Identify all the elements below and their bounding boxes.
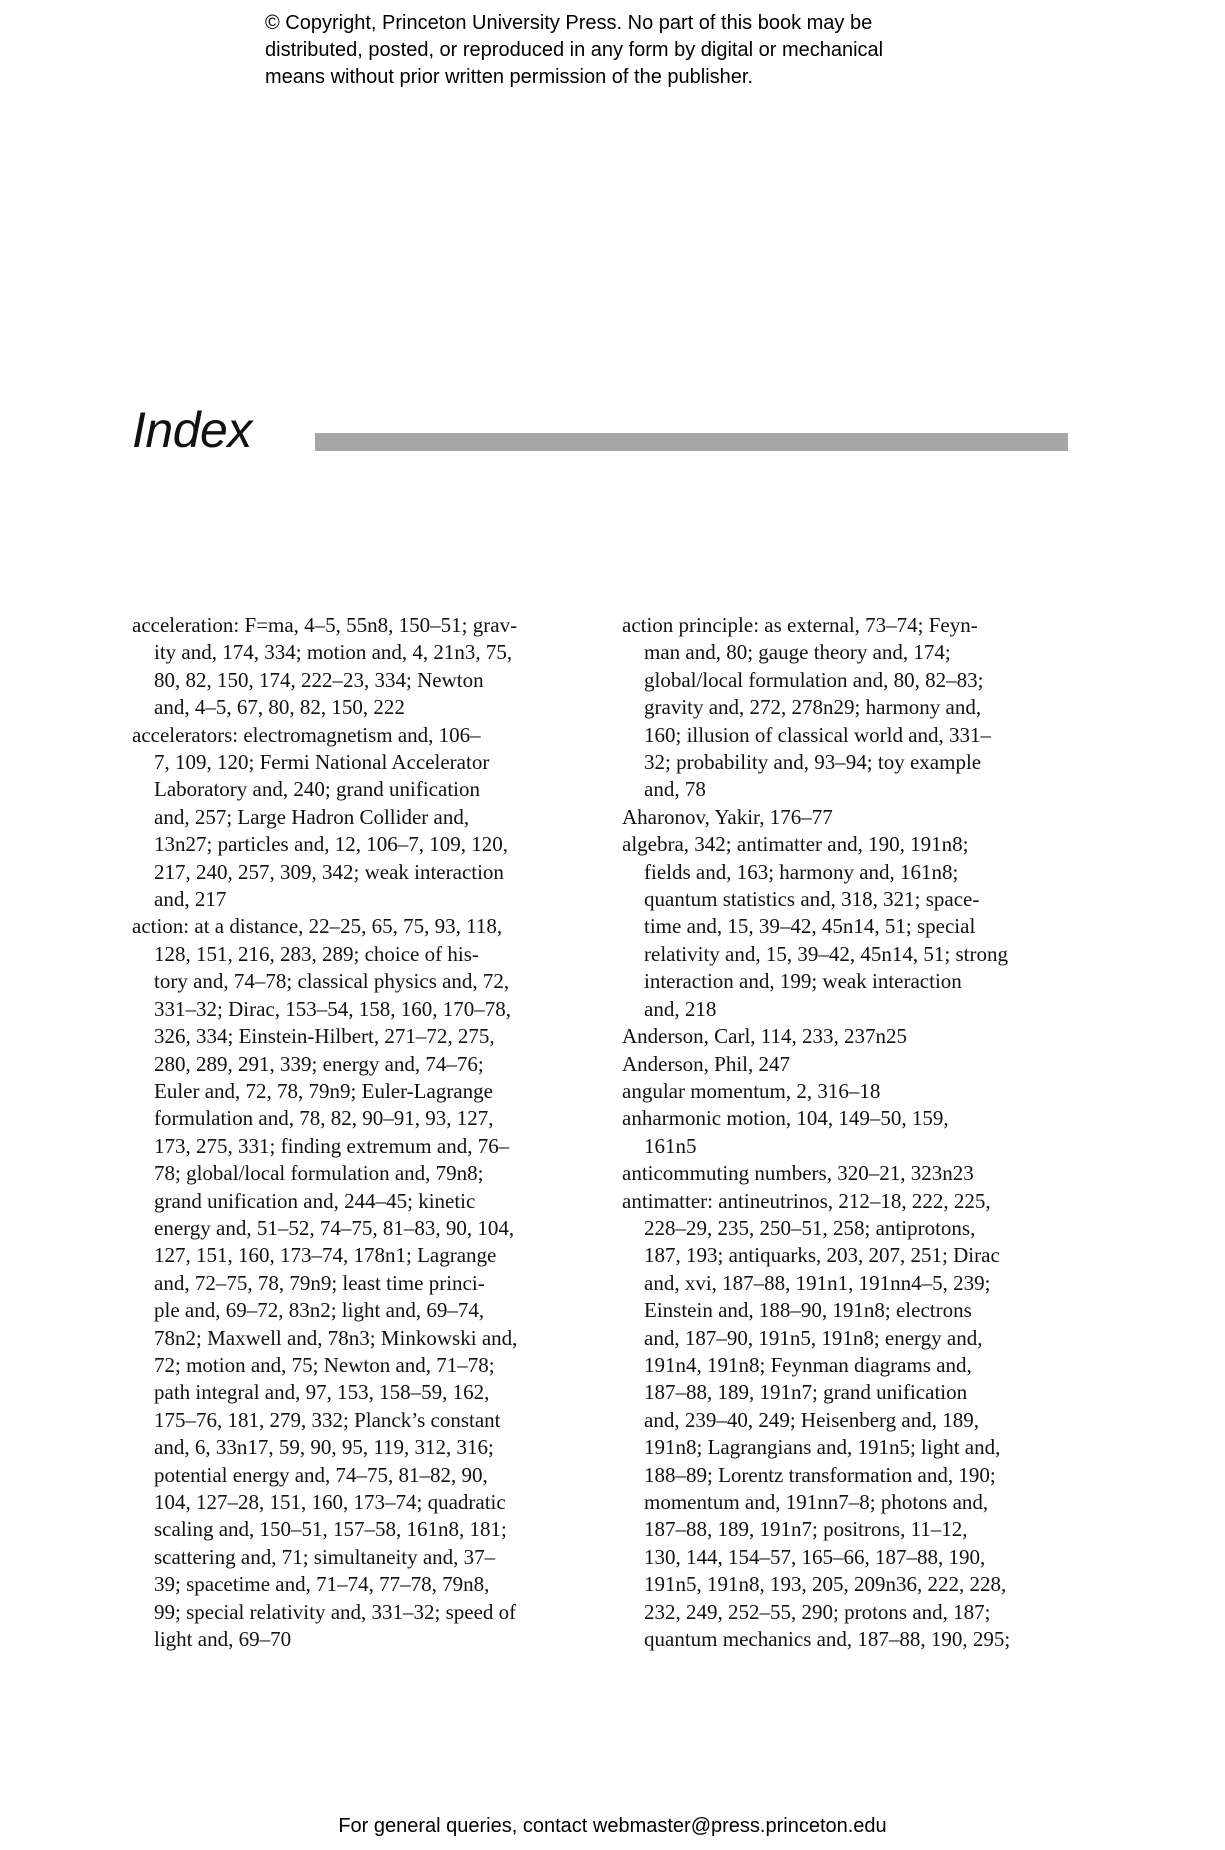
copyright-line: means without prior written permission of the publisher. xyxy=(265,66,754,88)
index-entry-continuation: relativity and, 15, 39–42, 45n14, 51; strong xyxy=(644,941,1008,966)
index-entry-continuation: grand unification and, 244–45; kinetic xyxy=(154,1188,476,1213)
index-entry-continuation: potential energy and, 74–75, 81–82, 90, xyxy=(154,1462,488,1487)
index-entry-continuation: formulation and, 78, 82, 90–91, 93, 127, xyxy=(154,1106,494,1131)
index-entry-continuation: and, 239–40, 249; Heisenberg and, 189, xyxy=(644,1407,979,1432)
index-entry-continuation: 78; global/local formulation and, 79n8; xyxy=(154,1161,484,1186)
index-column-left xyxy=(132,612,572,1653)
index-entry: acceleration: F=ma, 4–5, 55n8, 150–51; grav- xyxy=(132,613,518,637)
index-entry-continuation: 128, 151, 216, 283, 289; choice of his- xyxy=(154,941,479,966)
index-entry-continuation: ity and, 174, 334; motion and, 4, 21n3, 75, xyxy=(154,640,513,665)
index-entry: accelerators: electromagnetism and, 106– xyxy=(132,722,481,747)
index-entry-continuation: 130, 144, 154–57, 165–66, 187–88, 190, xyxy=(644,1544,986,1569)
index-entry-continuation: light and, 69–70 xyxy=(154,1627,292,1652)
index-entry-continuation: 80, 82, 150, 174, 222–23, 334; Newton xyxy=(154,667,484,692)
index-entry: angular momentum, 2, 316–18 xyxy=(622,1078,881,1103)
index-entry: action principle: as external, 73–74; Feyn- xyxy=(622,613,978,637)
index-entry-continuation: momentum and, 191nn7–8; photons and, xyxy=(644,1490,989,1514)
index-entry-continuation: 7, 109, 120; Fermi National Accelerator xyxy=(154,750,490,775)
index-entry-continuation: and, 218 xyxy=(644,996,717,1021)
index-entry-continuation: 72; motion and, 75; Newton and, 71–78; xyxy=(154,1352,495,1377)
index-entry-continuation: fields and, 163; harmony and, 161n8; xyxy=(644,859,959,884)
index-entry-continuation: scaling and, 150–51, 157–58, 161n8, 181; xyxy=(154,1517,507,1542)
index-entry-continuation: quantum mechanics and, 187–88, 190, 295; xyxy=(644,1627,1011,1652)
index-entry-continuation: and, 6, 33n17, 59, 90, 95, 119, 312, 316; xyxy=(154,1435,494,1460)
index-column-right xyxy=(622,612,1072,1653)
index-entry-continuation: quantum statistics and, 318, 321; space- xyxy=(644,887,980,912)
index-entry-continuation: man and, 80; gauge theory and, 174; xyxy=(644,640,951,665)
index-entry-continuation: 187, 193; antiquarks, 203, 207, 251; Dirac xyxy=(644,1243,1000,1268)
index-entry-continuation: 232, 249, 252–55, 290; protons and, 187; xyxy=(644,1599,991,1624)
index-entry-continuation: 187–88, 189, 191n7; grand unification xyxy=(644,1380,968,1405)
index-entry-continuation: and, 187–90, 191n5, 191n8; energy and, xyxy=(644,1325,983,1350)
index-entry-continuation: 187–88, 189, 191n7; positrons, 11–12, xyxy=(644,1517,968,1542)
index-entry-continuation: and, 257; Large Hadron Collider and, xyxy=(154,804,470,829)
index-entry-continuation: 188–89; Lorentz transformation and, 190; xyxy=(644,1462,996,1487)
index-entry: anharmonic motion, 104, 149–50, 159, xyxy=(622,1106,949,1131)
index-entry-continuation: 99; special relativity and, 331–32; speed of xyxy=(154,1599,517,1624)
index-entry-continuation: 175–76, 181, 279, 332; Planck’s constant xyxy=(154,1407,501,1432)
index-entry: antimatter: antineutrinos, 212–18, 222, 225, xyxy=(622,1188,991,1213)
index-entry-continuation: 191n8; Lagrangians and, 191n5; light and, xyxy=(644,1435,1001,1460)
index-entry-continuation: 127, 151, 160, 173–74, 178n1; Lagrange xyxy=(154,1243,497,1268)
index-entry-continuation: Euler and, 72, 78, 79n9; Euler-Lagrange xyxy=(154,1078,493,1103)
index-entry-continuation: and, 72–75, 78, 79n9; least time princi- xyxy=(154,1270,485,1295)
index-entry-continuation: time and, 15, 39–42, 45n14, 51; special xyxy=(644,914,976,939)
copyright-notice xyxy=(265,10,985,91)
index-entry-continuation: and, 4–5, 67, 80, 82, 150, 222 xyxy=(154,695,405,720)
index-entry: anticommuting numbers, 320–21, 323n23 xyxy=(622,1161,974,1186)
index-entry: Anderson, Carl, 114, 233, 237n25 xyxy=(622,1024,908,1049)
index-entry-continuation: ple and, 69–72, 83n2; light and, 69–74, xyxy=(154,1298,485,1323)
index-entry-continuation: path integral and, 97, 153, 158–59, 162, xyxy=(154,1380,490,1405)
index-entry-continuation: 13n27; particles and, 12, 106–7, 109, 120, xyxy=(154,832,509,857)
index-entry-continuation: 228–29, 235, 250–51, 258; antiprotons, xyxy=(644,1215,976,1240)
index-entry: algebra, 342; antimatter and, 190, 191n8; xyxy=(622,832,969,857)
index-entry-continuation: 173, 275, 331; finding extremum and, 76– xyxy=(154,1133,510,1158)
index-entry: action: at a distance, 22–25, 65, 75, 93, 118, xyxy=(132,914,503,939)
index-entry-continuation: 217, 240, 257, 309, 342; weak interaction xyxy=(154,859,504,884)
index-entry-continuation: gravity and, 272, 278n29; harmony and, xyxy=(644,695,982,720)
index-entry-continuation: and, 217 xyxy=(154,887,227,912)
copyright-line: © Copyright, Princeton University Press. No part of this book may be xyxy=(265,12,873,34)
index-entry-continuation: 32; probability and, 93–94; toy example xyxy=(644,750,982,775)
index-entry-continuation: 280, 289, 291, 339; energy and, 74–76; xyxy=(154,1051,484,1076)
copyright-line: distributed, posted, or reproduced in any form by digital or mechanical xyxy=(265,39,884,61)
index-entry-continuation: 104, 127–28, 151, 160, 173–74; quadratic xyxy=(154,1490,506,1514)
index-entry-continuation: 78n2; Maxwell and, 78n3; Minkowski and, xyxy=(154,1325,518,1350)
index-entry-continuation: 326, 334; Einstein-Hilbert, 271–72, 275, xyxy=(154,1024,495,1049)
index-entry-continuation: 331–32; Dirac, 153–54, 158, 160, 170–78, xyxy=(154,996,511,1021)
index-entry-continuation: 39; spacetime and, 71–74, 77–78, 79n8, xyxy=(154,1572,490,1597)
index-entry-continuation: and, 78 xyxy=(644,777,706,802)
index-entry-continuation: global/local formulation and, 80, 82–83; xyxy=(644,667,984,692)
index-entry: Anderson, Phil, 247 xyxy=(622,1051,790,1076)
index-entry-continuation: 161n5 xyxy=(644,1133,697,1158)
index-entry-continuation: 191n4, 191n8; Feynman diagrams and, xyxy=(644,1352,972,1377)
index-entry-continuation: Laboratory and, 240; grand unification xyxy=(154,777,480,802)
index-entry-continuation: and, xvi, 187–88, 191n1, 191nn4–5, 239; xyxy=(644,1270,991,1295)
index-entry-continuation: interaction and, 199; weak interaction xyxy=(644,969,962,994)
index-entry-continuation: 191n5, 191n8, 193, 205, 209n36, 222, 228, xyxy=(644,1572,1007,1597)
index-entry-continuation: Einstein and, 188–90, 191n8; electrons xyxy=(644,1298,972,1323)
footer-contact: For general queries, contact webmaster@press.princeton.edu xyxy=(338,1815,887,1837)
index-entry: Aharonov, Yakir, 176–77 xyxy=(622,804,833,829)
page-title: Index xyxy=(132,402,252,458)
index-entry-continuation: 160; illusion of classical world and, 331– xyxy=(644,722,992,747)
index-entry-continuation: scattering and, 71; simultaneity and, 37– xyxy=(154,1544,496,1569)
index-entry-continuation: energy and, 51–52, 74–75, 81–83, 90, 104, xyxy=(154,1215,515,1240)
index-entry-continuation: tory and, 74–78; classical physics and, 72, xyxy=(154,969,510,994)
title-rule xyxy=(315,433,1068,451)
